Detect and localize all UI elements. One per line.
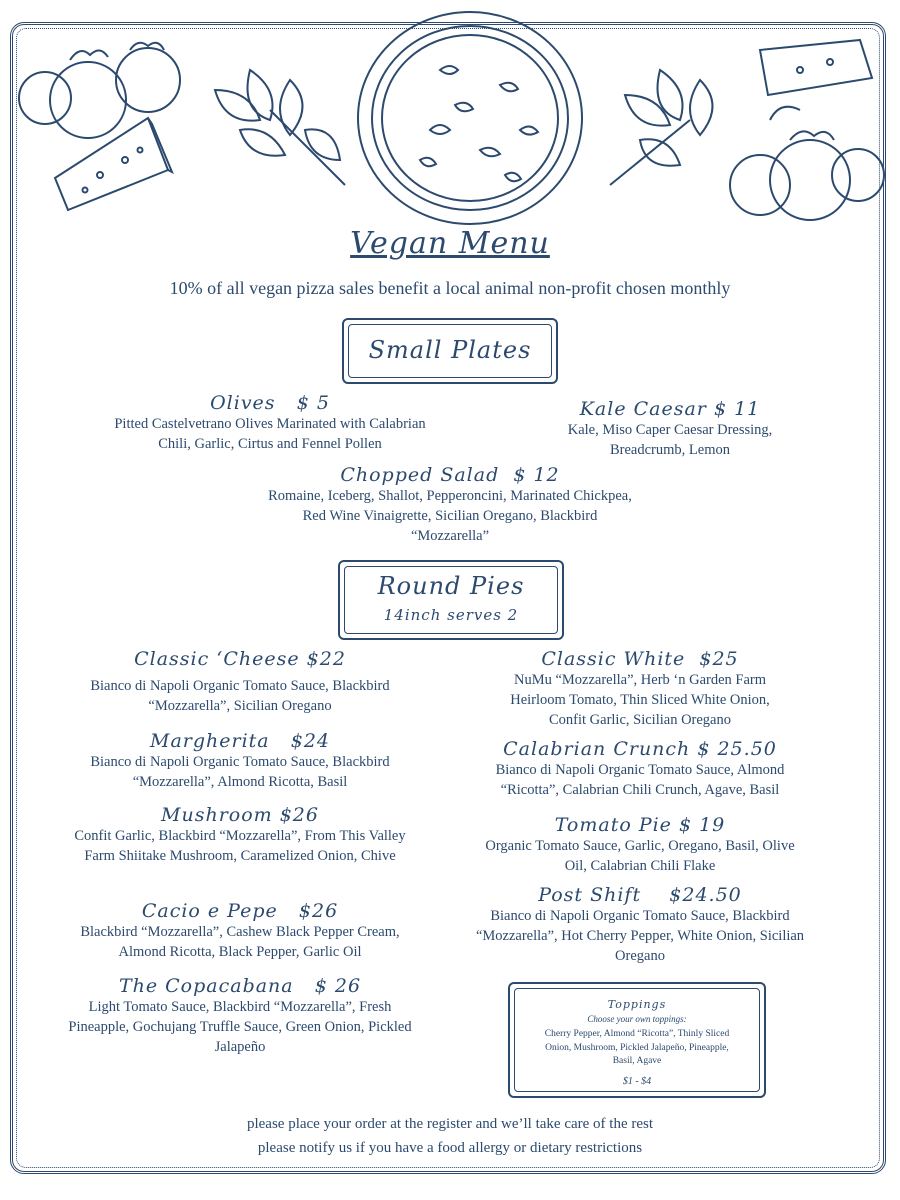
menu-item (60, 975, 420, 1057)
item-price: $ 12 (513, 464, 560, 486)
menu-item (70, 648, 410, 716)
menu-item (465, 884, 815, 966)
item-name: Post Shift (538, 884, 642, 906)
menu-item (70, 900, 410, 962)
footer-line-1: please place your order at the register and we’ll take care of the rest (246, 1116, 654, 1132)
menu-item (470, 648, 810, 730)
small-plates-heading: Small Plates (368, 336, 532, 364)
item-price: $ 25.50 (697, 738, 777, 760)
toppings-price: $1 - $4 (622, 1076, 652, 1087)
item-price: $26 (298, 900, 339, 922)
item-price: $ 11 (713, 398, 761, 420)
item-name: Margherita (149, 730, 270, 752)
menu-item (470, 814, 810, 876)
item-name: The Copacabana (118, 975, 294, 997)
round-pies-heading-box (338, 560, 564, 640)
pizza-icon (358, 12, 582, 224)
header-illustration (0, 0, 900, 240)
item-price: $26 (279, 804, 319, 826)
toppings-heading: Toppings (607, 998, 667, 1011)
toppings-list: Cherry Pepper, Almond “Ricotta”, Thinly Sliced Onion, Mushroom, Pickled Jalapeño, Pineapple, Basil, Agave (544, 1029, 730, 1066)
menu-subtitle: 10% of all vegan pizza sales benefit a local animal non-profit chosen monthly (169, 278, 731, 298)
menu-item (100, 392, 440, 454)
item-name: Kale Caesar (579, 398, 707, 420)
small-plates-heading-box (342, 318, 558, 384)
toppings-box (508, 982, 766, 1098)
item-description: Pitted Castelvetrano Olives Marinated with Calabrian Chili, Garlic, Cirtus and Fennel Pollen (114, 416, 426, 452)
item-price: $25 (699, 648, 739, 670)
item-description: Blackbird “Mozzarella”, Cashew Black Pepper Cream, Almond Ricotta, Black Pepper, Garlic Oil (80, 924, 400, 960)
menu-item (465, 738, 815, 800)
item-description: Bianco di Napoli Organic Tomato Sauce, Blackbird “Mozzarella”, Hot Cherry Pepper, White Onion, Sicilian Oregano (475, 908, 805, 964)
menu-item (70, 804, 410, 866)
footer-line-2: please notify us if you have a food allergy or dietary restrictions (257, 1140, 643, 1156)
cheese-icon (760, 40, 872, 95)
item-description: Bianco di Napoli Organic Tomato Sauce, Blackbird “Mozzarella”, Sicilian Oregano (90, 678, 390, 714)
item-description: Bianco di Napoli Organic Tomato Sauce, Blackbird “Mozzarella”, Almond Ricotta, Basil (90, 754, 390, 790)
item-price: $ 19 (678, 814, 726, 836)
item-name: Calabrian Crunch (503, 738, 691, 760)
menu-title: Vegan Menu (350, 226, 550, 261)
basil-icon (610, 70, 713, 185)
item-price: $24 (290, 730, 331, 752)
item-name: Olives (210, 392, 276, 414)
item-description: Bianco di Napoli Organic Tomato Sauce, Almond “Ricotta”, Calabrian Chili Crunch, Agave, Basil (495, 762, 785, 798)
item-description: Kale, Miso Caper Caesar Dressing, Breadcrumb, Lemon (567, 422, 773, 458)
tomato-icon (730, 107, 884, 220)
item-name: Tomato Pie (554, 814, 672, 836)
item-price: $ 26 (314, 975, 362, 997)
item-name: Mushroom (161, 804, 273, 826)
item-name: Classic ‘Cheese (134, 648, 300, 670)
round-pies-subheading: 14inch serves 2 (383, 606, 519, 624)
item-price: $24.50 (669, 884, 742, 906)
item-description: Romaine, Iceberg, Shallot, Pepperoncini, Marinated Chickpea, Red Wine Vinaigrette, Sicilian Oregano, Blackbird “Mozzarella” (268, 488, 632, 544)
item-price: $ 5 (296, 392, 330, 414)
tomato-icon (19, 43, 180, 138)
item-description: Light Tomato Sauce, Blackbird “Mozzarella”, Fresh Pineapple, Gochujang Truffle Sauce, Green Onion, Pickled Jalapeño (68, 999, 412, 1055)
item-description: Confit Garlic, Blackbird “Mozzarella”, From This Valley Farm Shiitake Mushroom, Caramelized Onion, Chive (74, 828, 406, 864)
toppings-subheading: Choose your own toppings: (587, 1014, 687, 1024)
round-pies-heading: Round Pies (377, 572, 525, 600)
menu-item (265, 464, 635, 546)
item-name: Chopped Salad (340, 464, 500, 486)
menu-item (70, 730, 410, 792)
item-name: Classic White (541, 648, 686, 670)
cheese-icon (55, 118, 172, 210)
item-description: Organic Tomato Sauce, Garlic, Oregano, Basil, Olive Oil, Calabrian Chili Flake (485, 838, 795, 874)
menu-item (520, 398, 820, 460)
item-description: NuMu “Mozzarella”, Herb ‘n Garden Farm Heirloom Tomato, Thin Sliced White Onion, Confit Garlic, Sicilian Oregano (510, 672, 770, 728)
item-price: $22 (306, 648, 346, 670)
basil-icon (215, 70, 345, 185)
item-name: Cacio e Pepe (141, 900, 278, 922)
